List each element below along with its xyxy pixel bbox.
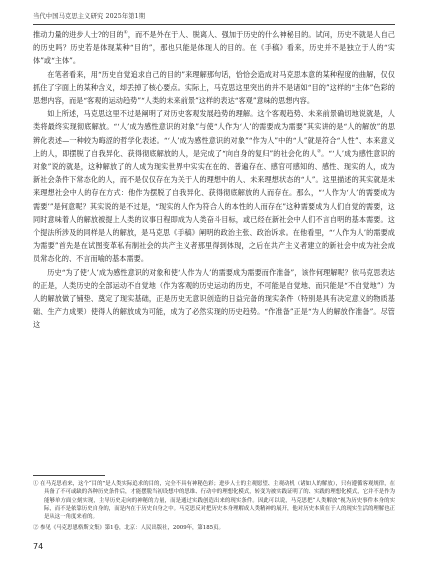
footnote-ref-1[interactable]: ①: [123, 30, 128, 36]
paragraph-3-start: 如上所述，马克思这里不过是阐明了对历史客观发展趋势的理解。这个客观趋势、未来前景确切地说就是，人类将最终实现彻底解放。“‘人’成为感性意识的对象”与使“人作为‘人’的需要成为需要”其实讲的是“人的解放”的思辨化表述—一种较为晦涩的哲学化表述。“‘人’成为感性意识的对象”“作为人”中的“人”就是符合“人性”、本来意义上的人，即摆脱了自我异化、获得彻底解放的人，是完成了“向自身的复归”的社会化的人: [33, 109, 395, 158]
footnote-rule: [33, 475, 105, 476]
footnote-1: ① 在马克思看来，这个“目的”是人类实际追求的目的，完全不具有神秘色彩；进步人士的主观愿望、主观动机（诸如人的解放），只有遵循客观规律，在具备了不可或缺的各种历史条件后，才能摆脱当初设想中的思维、行动中的理想化模式，转变为被实践证明了的、实践的理想化模式，它并不是作为能够单方面立刻实现，主导历史走向的神秘的力量，而是通过实践创造出来的现实条件。因此可以说，马克思把“人类解放”视为历史事件本身的实际，而不是依靠历史自身的，而是内在于历史自身之中。马克思反对把历史本身理解成人类精神的展开，他对历史本质在于人的现实生活的理解也正是从这一角度来看的。: [33, 481, 395, 521]
paragraph-2: 在笔者看来，用“历史自觉追求自己的目的”来理解那句话，恰恰会造成对马克思本意的某种程度的曲解，仅仅抓住了字面上的某种含义，却丢掉了核心要点。实际上，马克思这里突出的并不是诸如“目的”这样的“主体”色彩的思想内容，而是“客观的运动趋势”“人类的未来前景”这样的表达“客观”意味的思想内容。: [33, 69, 395, 106]
header-rule: [33, 24, 395, 25]
footnotes: [33, 480, 395, 535]
paragraph-1-rest: ，而不是外在于人、脱离人、强加于历史的什么神秘目的。试问，历史不就是人自己的历史吗？历史若是体现某种“目的”，那也只能是体现人的目的。在《手稿》看来，历史并不是独立于人的“实体”或“主体”。: [33, 30, 395, 66]
main-text: [33, 28, 395, 332]
running-head: 当代中国马克思主义研究 2025年第1期: [33, 13, 146, 20]
footnote-2: ② 参见《马克思恩格斯文集》第1卷，北京：人民出版社，2009年，第185页。: [33, 525, 224, 532]
paragraph-1: [33, 28, 395, 68]
paragraph-4: 历史“为了使‘人’成为感性意识的对象和使‘人作为人’的需要成为需要而作准备”，该作何理解呢？依马克思表达的正是，人类历史的全部运动不自觉地（作为客观的历史运动的历史，不可能是自觉地、而只能是“不自觉地”）为人的解放做了铺垫、奠定了现实基础，正是历史无意识创造的日益完备的现实条件（特别是具有决定意义的物质基础、生产力成果）使得人的解放成为可能，成为了必然实现的历史趋势。“作准备”正是“为人的解放作准备”。尽管这: [33, 267, 395, 330]
page-number: 74: [33, 542, 44, 551]
paragraph-3-rest: 。“‘人’成为感性意识的对象”说的就是，这种解放了的人成为现实世界中实实在在的、普遍存在、感官可感知的、感性、现实的人，成为新社会条件下常态化的人，而不是仅仅存在为关于人的理想中的人、未来理想状态的“人”。这里描述的其实就是未来理想社会中人的存在方式：他作为摆脱了自我异化、获得彻底解放的人而存在。那么，“‘人作为‘人’的需要成为需要’”是何意呢？其实说的是不过是，“现实的人作为符合人的本性的人而存在”这种需要成为人们自觉的需要，这同时意味着人的解放被提上人类的议事日程即成为人类奋斗目标，或已经在新社会中人们不言自明的基本需要。这个提法所涉及的同样是人的解放，是马克思《手稿》阐明的政治主张、政治诉求。在他看里，“‘人作为人’的需要成为需要”首先是在试图变革私有制社会的共产主义者那里得到体现，之后在共产主义者建立的新社会中成为社会成员常态化的、不言而喻的基本需要。: [33, 148, 395, 264]
paragraph-1-start: 推动力量的进步人士?的目的: [33, 30, 124, 39]
footnote-ref-2[interactable]: ②: [316, 149, 322, 155]
paragraph-3: [33, 107, 395, 265]
